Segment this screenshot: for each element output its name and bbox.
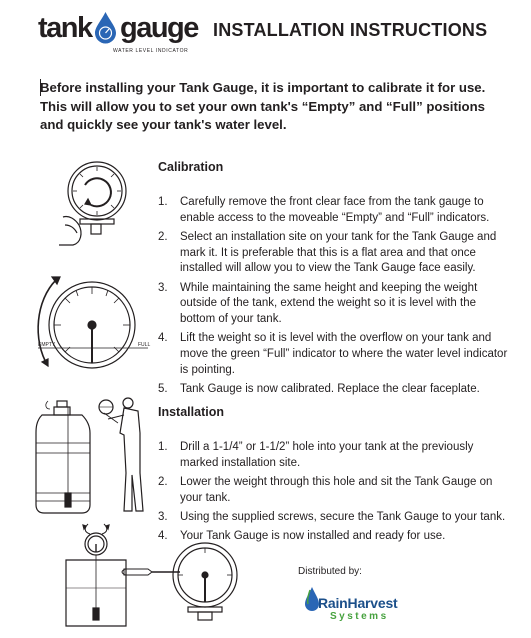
logo-tagline: WATER LEVEL INDICATOR xyxy=(113,48,189,54)
rainharvest-logo xyxy=(302,582,422,627)
logo-word-tank: tank xyxy=(38,12,92,44)
tank-and-person-illustration xyxy=(28,393,158,523)
intro-paragraph: Before installing your Tank Gauge, it is important to calibrate it for use. This will allow you to set your own tank's “Empty” and “Full” positions and quickly see your tank's water level. xyxy=(40,80,486,132)
remove-faceplate-illustration xyxy=(55,155,145,250)
document-title: INSTALLATION INSTRUCTIONS xyxy=(213,20,488,40)
installation-step: 1. Drill a 1-1/4” or 1-1/2” hole into your tank at the previously marked installation site. xyxy=(158,441,474,469)
calibration-steps xyxy=(158,195,508,401)
calibration-step: 1. Carefully remove the front clear face from the tank gauge to enable access to the moveable “Empty” and “Full” indicators. xyxy=(158,196,490,224)
secure-gauge-screwdriver-illustration xyxy=(122,525,252,635)
distributor-name: RainHarvest xyxy=(318,595,398,611)
empty-indicator-label: EMPTY xyxy=(38,342,56,348)
installation-step: 3. Using the supplied screws, secure the Tank Gauge to your tank. xyxy=(158,510,506,523)
tank-gauge-logo xyxy=(38,10,198,60)
distributor-subtitle: Systems xyxy=(330,611,389,622)
full-indicator-label: FULL xyxy=(138,342,151,348)
gauge-calibration-illustration xyxy=(30,270,160,380)
installation-step: 4. Your Tank Gauge is now installed and ready for use. xyxy=(158,529,446,542)
calibration-step: 2. Select an installation site on your tank for the Tank Gauge and mark it. It is preferable that this is a flat area and that once installed will allow you to view the Tank Gauge face easily. xyxy=(158,230,497,275)
calibration-step: 4. Lift the weight so it is level with the overflow on your tank and move the green “Full” indicator to where the water level indicator is pointing. xyxy=(158,332,508,376)
installation-step: 2. Lower the weight through this hole and sit the Tank Gauge on your tank. xyxy=(158,475,493,504)
water-drop-icon xyxy=(93,11,118,45)
logo-word-gauge: gauge xyxy=(120,12,198,44)
calibration-step: 5. Tank Gauge is now calibrated. Replace the clear faceplate. xyxy=(158,382,480,395)
calibration-heading: Calibration xyxy=(158,160,224,174)
distributed-by-label: Distributed by: xyxy=(298,566,362,577)
calibration-step: 3. While maintaining the same height and keeping the weight outside of the tank, extend the weight so it is level with the bottom of your tank. xyxy=(158,281,478,326)
installation-heading: Installation xyxy=(158,405,224,419)
